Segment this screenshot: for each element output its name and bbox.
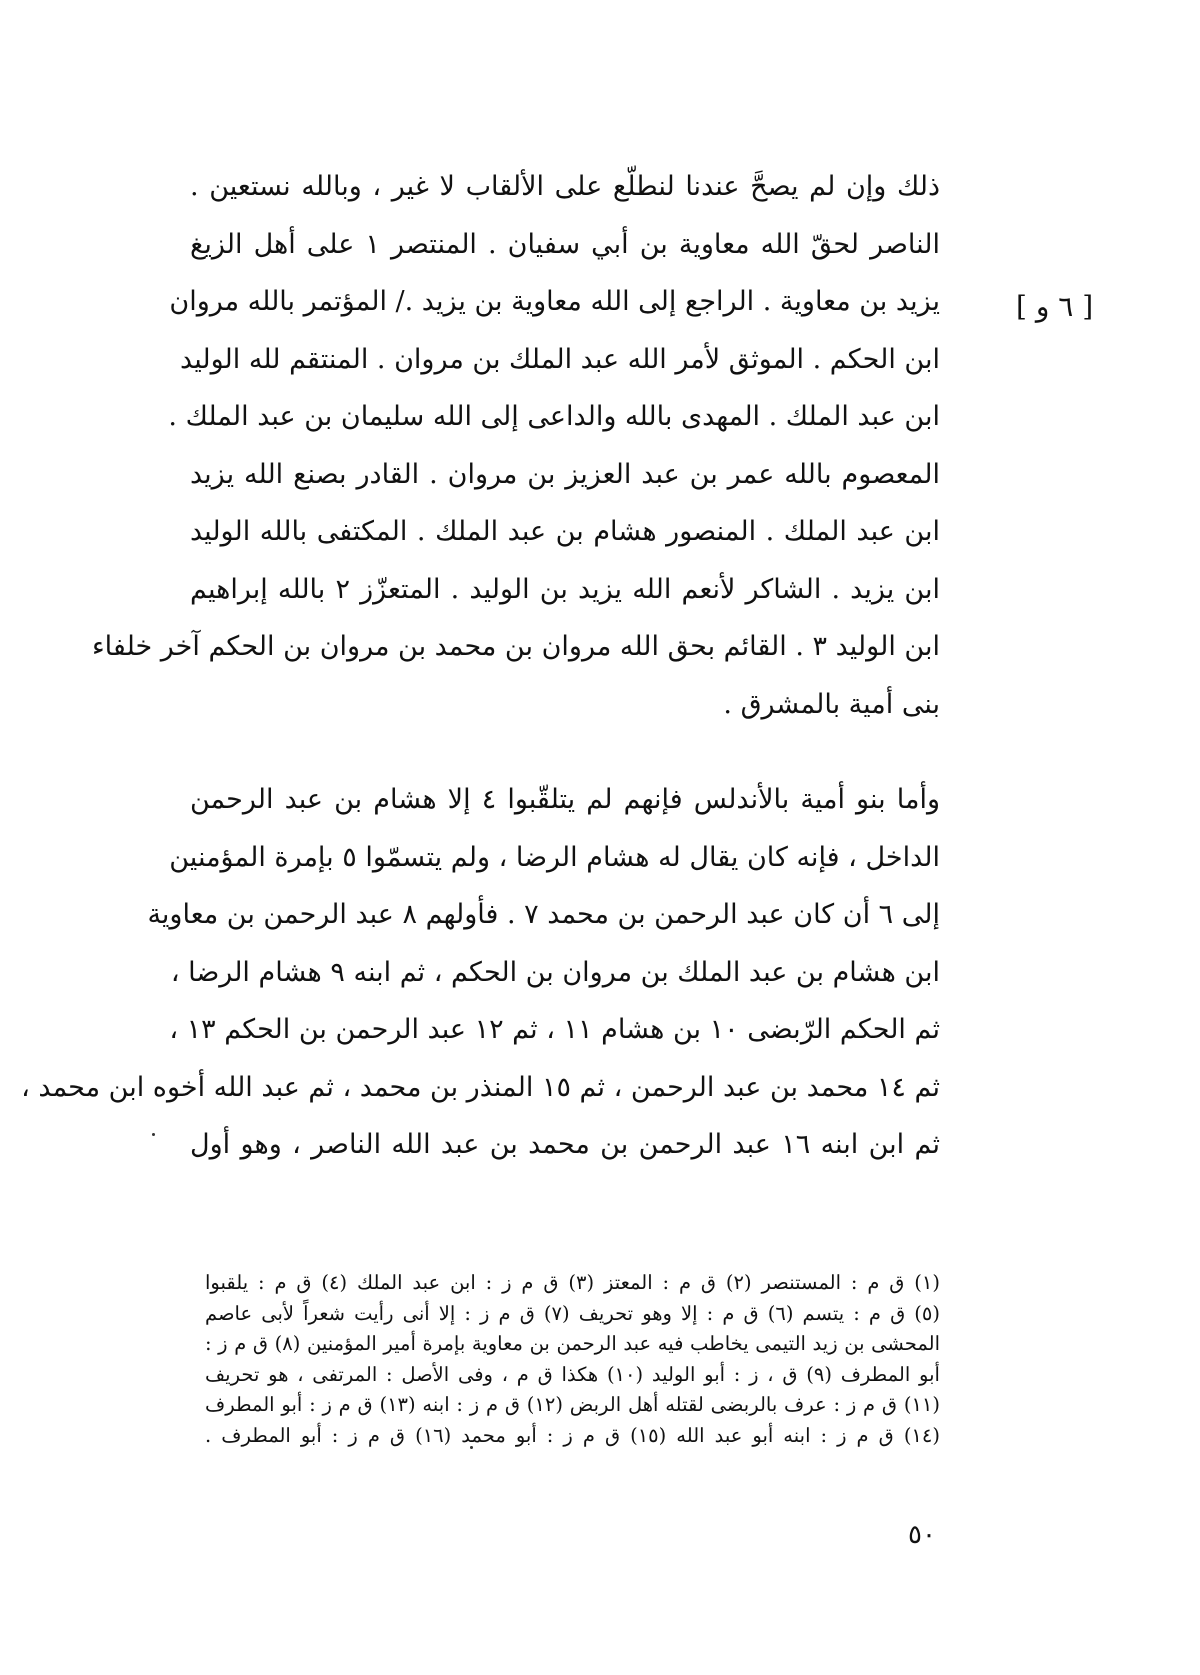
text-line: وأما بنو أمية بالأندلس فإنهم لم يتلقّبوا ٤ إلا هشام بن عبد الرحمن xyxy=(190,784,941,815)
text-line: ابن يزيد . الشاكر لأنعم الله يزيد بن الوليد . المتعزّز ٢ بالله إبراهيم xyxy=(190,573,940,605)
text-line: ثم الحكم الرّبضى ١٠ بن هشام ١١ ، ثم ١٢ عبد الرحمن بن الحكم ١٣ ، xyxy=(169,1014,940,1045)
paragraph-andalus xyxy=(21,771,941,1174)
footnote-line: (٥) ق م : يتسم (٦) ق م : إلا وهو تحريف (٧) ق م ز : إلا أنى رأيت شعراً لأبى عاصم xyxy=(205,1301,941,1325)
text-line: المعصوم بالله عمر بن عبد العزيز بن مروان . القادر بصنع الله يزيد xyxy=(190,458,940,490)
footnote-line: المحشى بن زيد التيمى يخاطب فيه عبد الرحمن بن معاوية بإمرة أمير المؤمنين (٨) ق م ز : xyxy=(205,1332,940,1355)
text-line: ذلك وإن لم يصحَّ عندنا لنطلّع على الألقاب لا غير ، وبالله نستعين . xyxy=(190,171,940,202)
paragraph-caliph-titles xyxy=(91,158,941,733)
text-line: ابن الحكم . الموثق لأمر الله عبد الملك بن مروان . المنتقم لله الوليد xyxy=(180,343,940,375)
text-line: ثم ١٤ محمد بن عبد الرحمن ، ثم ١٥ المنذر بن محمد ، ثم عبد الله أخوه ابن محمد ، xyxy=(21,1071,940,1103)
text-line: ثم ابن ابنه ١٦ عبد الرحمن بن محمد بن عبد الله الناصر ، وهو أول xyxy=(190,1129,940,1160)
folio-margin-note: [ ٦ و ] xyxy=(1016,290,1094,323)
footnote-line: أبو المطرف (٩) ق ، ز : أبو الوليد (١٠) هكذا ق م ، وفى الأصل : المرتفى ، هو تحريف xyxy=(205,1362,940,1386)
paragraph-gap xyxy=(190,733,940,771)
page-number: ٥٠ xyxy=(908,1520,936,1550)
text-line: بنى أمية بالمشرق . xyxy=(723,688,940,720)
text-line: ابن عبد الملك . المنصور هشام بن عبد الملك . المكتفى بالله الوليد xyxy=(190,516,940,547)
text-line: الناصر لحقّ الله معاوية بن أبي سفيان . المنتصر ١ على أهل الزيغ xyxy=(190,228,941,260)
footnote-line: (١٤) ق م ز : ابنه أبو عبد الله (١٥) ق م ز : أبو محمد (١٦) ق م ز : أبو المطرف . xyxy=(205,1423,940,1447)
text-line: الداخل ، فإنه كان يقال له هشام الرضا ، ولم يتسمّوا ٥ بإمرة المؤمنين xyxy=(169,841,940,873)
text-line: ابن هشام بن عبد الملك بن مروان بن الحكم ، ثم ابنه ٩ هشام الرضا ، xyxy=(170,956,940,988)
text-line: إلى ٦ أن كان عبد الرحمن بن محمد ٧ . فأولهم ٨ عبد الرحمن بن معاوية xyxy=(147,899,940,930)
text-line: يزيد بن معاوية . الراجع إلى الله معاوية بن يزيد ./ المؤتمر بالله مروان xyxy=(169,286,940,317)
text-line: ابن عبد الملك . المهدى بالله والداعى إلى الله سليمان بن عبد الملك . xyxy=(168,401,940,432)
text-line: ابن الوليد ٣ . القائم بحق الله مروان بن محمد بن مروان بن الحكم آخر خلفاء xyxy=(91,631,940,662)
footnote-line: (١) ق م : المستنصر (٢) ق م : المعتز (٣) ق م ز : ابن عبد الملك (٤) ق م : يلقبوا xyxy=(205,1271,940,1294)
footnote-line: (١١) ق م ز : عرف بالربضى لقتله أهل الربض (١٢) ق م ز : ابنه (١٣) ق م ز : أبو المطرف xyxy=(205,1393,940,1416)
main-text xyxy=(21,158,941,1174)
footnotes xyxy=(205,1268,940,1451)
scan-speck xyxy=(470,1446,473,1449)
scan-speck xyxy=(152,1133,155,1136)
